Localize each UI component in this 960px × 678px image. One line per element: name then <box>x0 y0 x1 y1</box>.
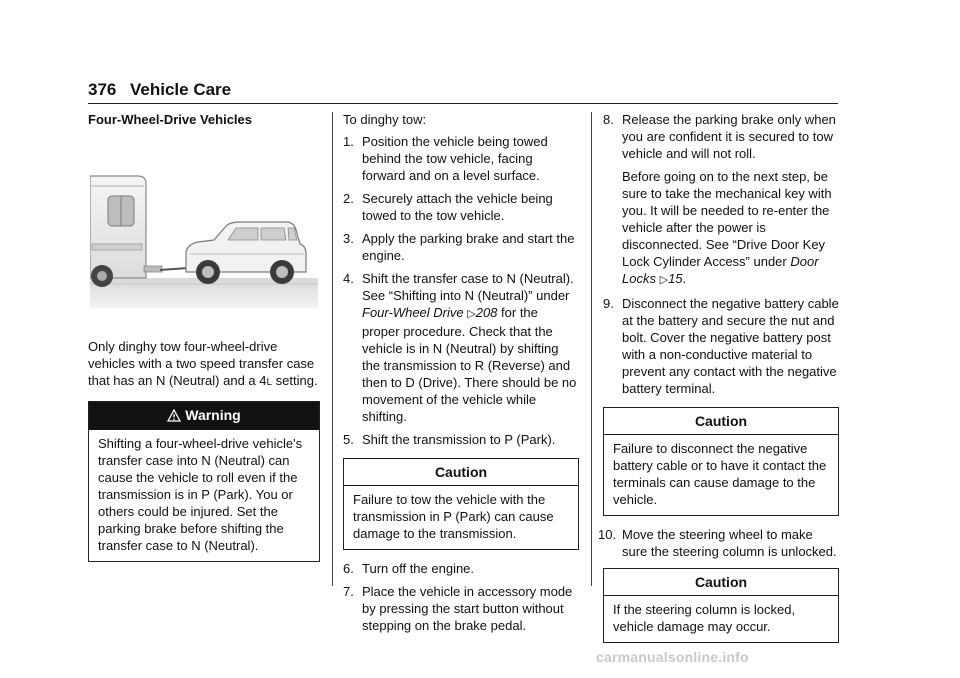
list-item: 7. Place the vehicle in accessory mode by pressing the start button without stepping on the brake pedal. <box>343 584 573 633</box>
column-2 <box>343 111 579 640</box>
list-item: 3. Apply the parking brake and start the engine. <box>343 231 575 263</box>
warning-triangle-icon <box>167 409 181 426</box>
column-divider-2 <box>591 112 592 586</box>
caution-text: Failure to tow the vehicle with the transmission in P (Park) can cause damage to the transmission. <box>353 492 554 541</box>
section-title: Vehicle Care <box>130 80 232 99</box>
list-item: 6. Turn off the engine. <box>343 561 475 576</box>
body-paragraph: Only dinghy tow four-wheel-drive vehicles with a two speed transfer case that has an N (Neutral) and a 4L setting. <box>88 339 318 388</box>
warning-title: Warning <box>89 402 319 430</box>
warning-box <box>88 401 320 562</box>
column-divider-1 <box>332 112 333 586</box>
caution-box <box>343 458 579 550</box>
caution-text: Failure to disconnect the negative battery cable or to have it contact the terminals can cause damage to the vehicle. <box>613 441 827 507</box>
list-item: 10. Move the steering wheel to make sure the steering column is unlocked. <box>598 527 837 559</box>
caution-title: Caution <box>344 459 578 486</box>
header-rule <box>88 103 838 104</box>
caution-text: If the steering column is locked, vehicle damage may occur. <box>613 602 796 634</box>
steps-list-d <box>598 526 839 560</box>
caution-title: Caution <box>604 408 838 435</box>
list-item: 1. Position the vehicle being towed behind the tow vehicle, facing forward and on a level surface. <box>343 134 548 183</box>
page-number: 376 <box>88 80 117 99</box>
list-item: 4. Shift the transfer case to N (Neutral). See “Shifting into N (Neutral)” under Four-Wheel Drive ▷208 for the proper procedure. Check that the vehicle is in N (Neutral) by shifting the transmission to R (Reverse) and then to D (Drive). There should be no movement of the vehicle while shifting. <box>343 271 577 424</box>
steps-list-a <box>343 133 579 448</box>
steps-list-b <box>343 560 579 634</box>
warning-text: Shifting a four-wheel-drive vehicle's transfer case into N (Neutral) can cause the vehicle to roll even if the transmission is in P (Park). You or others could be injured. Set the parking brake before shifting the transfer case to N (Neutral). <box>98 436 303 553</box>
page-ref-arrow-icon: ▷ <box>467 308 476 320</box>
list-item: 8. Release the parking brake only when you are confident it is secured to tow vehicle and will not roll. Before going on to the next step, be sure to take the mechanical key with you. It will be needed to re-enter the vehicle after the power is disconnected. See “Drive Door Key Lock Cylinder Access” under Door Locks ▷15. <box>603 111 839 289</box>
column-3 <box>598 111 839 653</box>
towing-illustration-icon <box>90 140 318 308</box>
cross-reference-link[interactable]: Door Locks <box>622 254 819 286</box>
page-ref-arrow-icon: ▷ <box>659 274 669 286</box>
step-note: Before going on to the next step, be sure to take the mechanical key with you. It will be needed to re-enter the vehicle after the power is disconnected. See “Drive Door Key Lock Cylinder Access” under Door Locks ▷15. <box>622 169 832 286</box>
watermark: carmanualsonline.info <box>596 649 749 665</box>
caution-title: Caution <box>604 569 838 596</box>
subheading: Four-Wheel-Drive Vehicles <box>88 112 252 127</box>
list-item: 2. Securely attach the vehicle being towed to the tow vehicle. <box>343 191 553 223</box>
cross-reference-link[interactable]: Four-Wheel Drive <box>362 305 464 320</box>
caution-box <box>603 568 839 643</box>
column-1 <box>88 111 320 572</box>
list-item: 9. Disconnect the negative battery cable at the battery and secure the nut and bolt. Cover the negative battery post with a non-conductive material to prevent any contact with the negative battery terminal. <box>603 296 839 396</box>
steps-intro: To dinghy tow: <box>343 112 427 127</box>
caution-box <box>603 407 839 516</box>
steps-list-c <box>603 111 839 397</box>
list-item: 5. Shift the transmission to P (Park). <box>343 432 556 447</box>
